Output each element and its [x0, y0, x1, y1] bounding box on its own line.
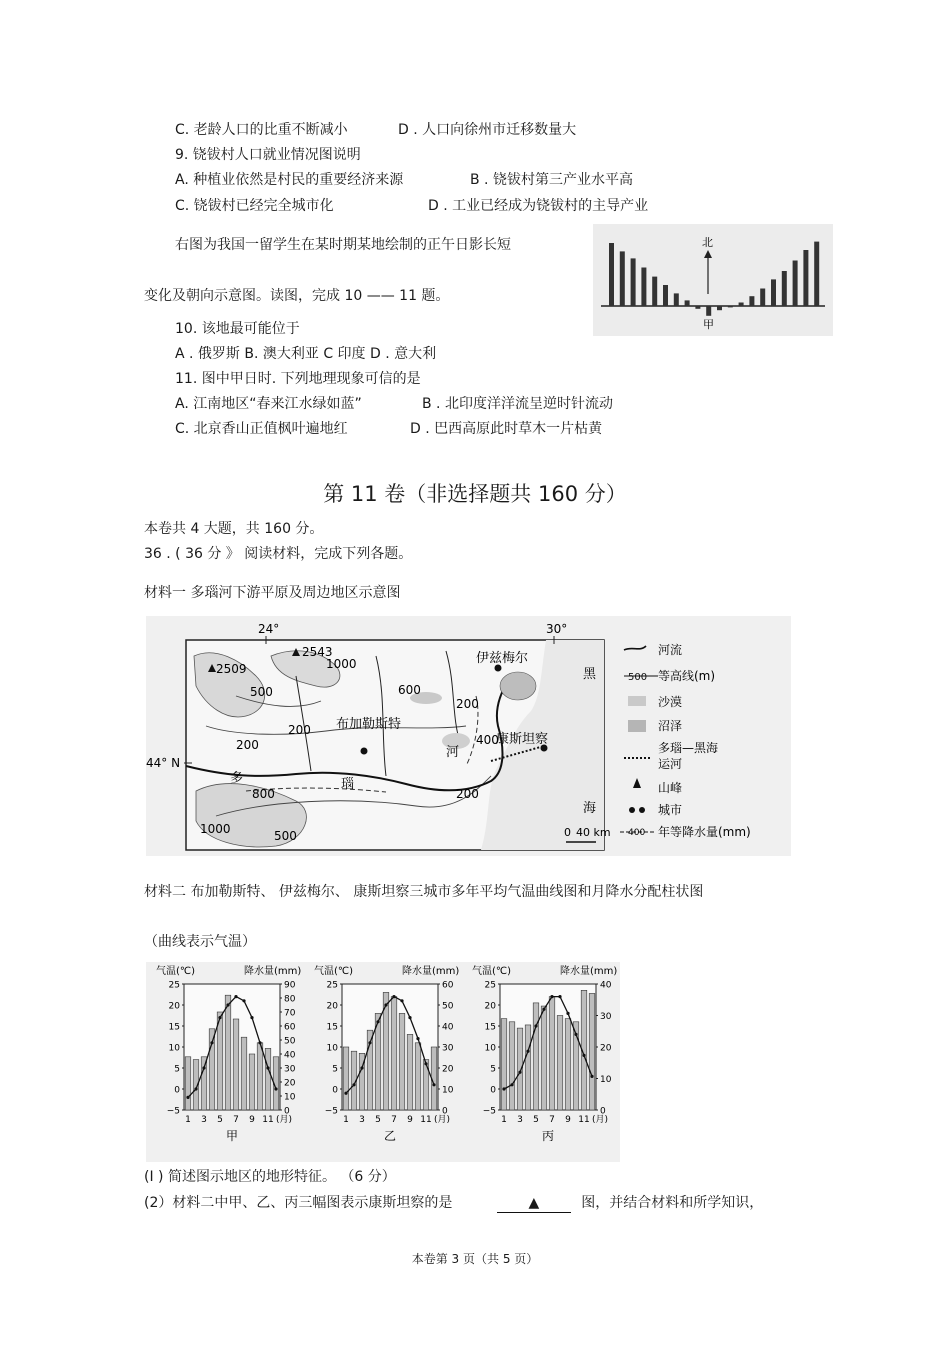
temp-point [234, 995, 237, 998]
temp-point [258, 1041, 261, 1044]
month-tick-label: 5 [375, 1115, 381, 1125]
noon-shadow-figure [593, 224, 833, 336]
precip-bar [249, 1054, 255, 1110]
noon-shadow-chart [593, 224, 833, 336]
temp-point [392, 995, 395, 998]
north-arrow-head-icon [704, 250, 712, 258]
legend-river: 河流 [658, 643, 683, 657]
precip-bar [509, 1022, 515, 1110]
material-2-label: 材料二 布加勒斯特、 伊兹梅尔、 康斯坦察三城市多年平均气温曲线图和月降水分配柱状图 [144, 884, 704, 900]
shadow-bar [674, 293, 679, 306]
temp-point [376, 1020, 379, 1023]
temp-point [368, 1041, 371, 1044]
temp-point [502, 1087, 505, 1090]
option-9c: C. 铙钹村已经完全城市化 [175, 198, 334, 214]
legend-contour-value: 500 [628, 672, 648, 683]
precip-tick-label: 10 [284, 1092, 296, 1103]
precip-tick-label: 10 [442, 1085, 454, 1096]
elev-500-b: 500 [274, 829, 297, 843]
legend-precip: 年等降水量(mm) [658, 825, 751, 839]
precip-bar [201, 1057, 207, 1110]
legend-swamp-icon [628, 720, 646, 732]
temp-point [542, 1008, 545, 1011]
precip-tick-label: 40 [442, 1022, 454, 1033]
precip-tick-label: 0 [284, 1106, 290, 1117]
precip-bar [565, 1019, 571, 1110]
legend-canal-line2: 运河 [658, 757, 683, 771]
precip-bar [217, 1012, 223, 1110]
temp-point [534, 1024, 537, 1027]
question-36-2-after: 图，并结合材料和所学知识， [581, 1195, 764, 1211]
option-11d: D . 巴西高原此时草木一片枯黄 [410, 421, 603, 437]
month-tick-label: 7 [391, 1115, 397, 1125]
precip-tick-label: 30 [442, 1043, 454, 1054]
precip-tick-label: 50 [442, 1001, 454, 1012]
month-tick-label: 7 [233, 1115, 239, 1125]
precip-bar [517, 1028, 523, 1110]
month-tick-label: 3 [517, 1115, 523, 1125]
temp-tick-label: 25 [484, 980, 496, 991]
elev-500-a: 500 [250, 685, 273, 699]
city-bucharest-marker [361, 748, 368, 755]
temp-tick-label: 10 [326, 1043, 338, 1054]
precip-tick-label: 90 [284, 980, 296, 991]
legend-contour: 等高线(m) [658, 669, 716, 683]
lon-24-label: 24° [258, 622, 280, 636]
precip-tick-label: 40 [284, 1050, 296, 1061]
temp-tick-label: 10 [168, 1043, 180, 1054]
temp-point [242, 999, 245, 1002]
shadow-bar [706, 306, 711, 316]
legend-peak: 山峰 [658, 781, 683, 795]
question-36-stem: 36 . ( 36 分 》 阅读材料，完成下列各题。 [144, 546, 413, 562]
shadow-bar [631, 258, 636, 306]
precip-tick-label: 20 [284, 1078, 296, 1089]
month-tick-label: 9 [249, 1115, 255, 1125]
shadow-bar [695, 306, 700, 309]
triangle-marker-icon: ▲ [528, 1195, 540, 1211]
month-tick-label: 3 [359, 1115, 365, 1125]
intro-10-line1: 右图为我国一留学生在某时期某地绘制的正午日影长短 [175, 237, 511, 253]
precip-tick-label: 40 [600, 980, 612, 991]
month-tick-label: 1 [185, 1115, 191, 1125]
temp-axis-label: 气温(℃) [314, 966, 354, 977]
city-constanta-label: 康斯坦察 [496, 732, 549, 747]
temp-point [566, 1012, 569, 1015]
delta-swamp [500, 672, 536, 700]
legend-desert-icon [628, 696, 646, 706]
elev-200-d: 200 [456, 787, 479, 801]
legend-city-icon-2 [639, 807, 645, 813]
precip-bar [265, 1048, 271, 1110]
precip-axis-label: 降水量(mm) [402, 966, 460, 977]
month-axis-label: (月) [276, 1115, 293, 1125]
option-8d: D . 人口向徐州市迁移数量大 [398, 122, 577, 138]
question-10-stem: 10. 该地最可能位于 [175, 321, 300, 337]
precip-bar [525, 1025, 531, 1110]
temp-point [424, 1062, 427, 1065]
shadow-bar [771, 279, 776, 306]
climate-chart-3 [472, 964, 617, 1143]
river-he-label: 河 [446, 745, 460, 760]
precip-tick-label: 0 [600, 1106, 606, 1117]
sea-hai-label: 海 [583, 801, 597, 816]
precip-axis-label: 降水量(mm) [244, 966, 302, 977]
question-36-2 [144, 1194, 763, 1213]
precip-tick-label: 30 [284, 1064, 296, 1075]
precip-bar [415, 1043, 421, 1110]
precip-axis-label: 降水量(mm) [560, 966, 618, 977]
shadow-bar [803, 250, 808, 306]
page-footer: 本卷第 3 页（共 5 页） [411, 1252, 539, 1266]
temp-point [590, 1075, 593, 1078]
material-2-note: （曲线表示气温） [144, 934, 256, 950]
answer-blank[interactable] [497, 1194, 571, 1213]
precip-tick-label: 60 [284, 1022, 296, 1033]
month-tick-label: 5 [533, 1115, 539, 1125]
legend-river-icon [624, 646, 646, 650]
legend-precip-value: 400 [628, 828, 646, 838]
month-tick-label: 1 [501, 1115, 507, 1125]
river-duo-label: 多 [230, 771, 244, 786]
shadow-bar [609, 243, 614, 306]
north-label: 北 [702, 236, 713, 249]
month-axis-label: (月) [592, 1115, 609, 1125]
month-axis-label: (月) [434, 1115, 451, 1125]
climate-charts-figure [146, 962, 620, 1162]
temp-point [218, 1016, 221, 1019]
lat-44-label: 44° N [146, 756, 181, 770]
month-tick-label: 7 [549, 1115, 555, 1125]
question-11-stem: 11. 图中甲日时. 下列地理现象可信的是 [175, 371, 421, 387]
option-8c: C. 老龄人口的比重不断减小 [175, 122, 348, 138]
precip-tick-label: 20 [442, 1064, 454, 1075]
temp-axis-label: 气温(℃) [472, 966, 512, 977]
shadow-bar [685, 300, 690, 306]
elev-200-a: 200 [288, 723, 311, 737]
temp-point [186, 1096, 189, 1099]
question-36-1: (I ) 简述图示地区的地形特征。 （6 分） [144, 1169, 396, 1185]
precip-bar [257, 1043, 263, 1110]
temp-tick-label: −5 [324, 1106, 338, 1117]
month-tick-label: 9 [565, 1115, 571, 1125]
option-9d: D . 工业已经成为铙钹村的主导产业 [428, 198, 649, 214]
elev-200-c: 200 [456, 697, 479, 711]
precip-bar [541, 1006, 547, 1110]
temp-tick-label: 25 [326, 980, 338, 991]
temp-tick-label: 20 [168, 1001, 180, 1012]
temp-tick-label: 15 [168, 1022, 180, 1033]
precip-tick-label: 80 [284, 994, 296, 1005]
temp-point [582, 1054, 585, 1057]
temp-point [400, 999, 403, 1002]
climate-chart-1 [156, 964, 301, 1143]
precip-bar [407, 1034, 413, 1110]
scale-0: 0 [564, 826, 571, 839]
temp-tick-label: 5 [332, 1064, 338, 1075]
temp-tick-label: −5 [166, 1106, 180, 1117]
elev-200-b: 200 [236, 738, 259, 752]
precip-tick-label: 70 [284, 1008, 296, 1019]
temp-point [202, 1066, 205, 1069]
precip-bar [549, 997, 555, 1110]
elev-2543: 2543 [302, 645, 333, 659]
elev-800: 800 [252, 787, 275, 801]
climate-charts [146, 962, 620, 1162]
precip-bar [233, 1019, 239, 1110]
precip-bar [343, 1047, 349, 1110]
section-title: 第 11 卷（非选择题共 160 分） [323, 482, 627, 506]
legend-canal-line1: 多瑙—黑海 [658, 741, 719, 755]
month-tick-label: 11 [578, 1115, 590, 1125]
legend-swamp: 沼泽 [658, 719, 683, 733]
temp-tick-label: 15 [326, 1022, 338, 1033]
month-tick-label: 9 [407, 1115, 413, 1125]
temp-tick-label: 25 [168, 980, 180, 991]
river-nao-label: 瑙 [341, 777, 355, 792]
temp-tick-label: 0 [174, 1085, 180, 1096]
jia-label: 甲 [703, 318, 714, 331]
temp-point [360, 1066, 363, 1069]
option-9a: A. 种植业依然是村民的重要经济来源 [175, 172, 404, 188]
question-10-options: A . 俄罗斯 B. 澳大利亚 C 印度 D . 意大利 [175, 346, 437, 362]
precip-bar [391, 997, 397, 1110]
precip-tick-label: 10 [600, 1075, 612, 1085]
precip-bar [225, 995, 231, 1110]
temp-point [574, 1033, 577, 1036]
precip-bar [589, 993, 595, 1110]
option-11c: C. 北京香山正值枫叶遍地红 [175, 421, 348, 437]
option-9b: B . 铙钹村第三产业水平高 [470, 172, 633, 188]
temp-tick-label: 5 [490, 1064, 496, 1075]
scale-40: 40 km [576, 826, 611, 839]
chart-title: 乙 [383, 1129, 397, 1143]
temp-point [550, 995, 553, 998]
month-tick-label: 3 [201, 1115, 207, 1125]
precip-tick-label: 30 [600, 1012, 612, 1022]
temp-point [384, 1003, 387, 1006]
elev-400: 400 [476, 733, 499, 747]
month-tick-label: 1 [343, 1115, 349, 1125]
shadow-bar [663, 285, 668, 306]
shadow-bar [641, 268, 646, 307]
option-11a: A. 江南地区“春来江水绿如蓝” [175, 396, 362, 412]
temp-tick-label: 10 [484, 1043, 496, 1054]
shadow-bar [652, 277, 657, 306]
city-bucharest-label: 布加勒斯特 [336, 717, 402, 732]
temp-point [510, 1083, 513, 1086]
month-tick-label: 5 [217, 1115, 223, 1125]
temp-tick-label: 15 [484, 1022, 496, 1033]
temp-point [210, 1041, 213, 1044]
shadow-bar [782, 271, 787, 306]
temp-tick-label: −5 [482, 1106, 496, 1117]
precip-tick-label: 60 [442, 980, 454, 991]
temp-point [518, 1071, 521, 1074]
temp-point [250, 1016, 253, 1019]
shadow-bar [749, 296, 754, 306]
city-izmail-label: 伊兹梅尔 [476, 651, 529, 666]
temp-axis-label: 气温(℃) [156, 966, 196, 977]
intro-10-line2: 变化及朝向示意图。读图，完成 10 —— 11 题。 [144, 288, 450, 304]
temp-point [274, 1087, 277, 1090]
elev-600: 600 [398, 683, 421, 697]
precip-tick-label: 0 [442, 1106, 448, 1117]
sea-hei-label: 黑 [583, 667, 597, 682]
shadow-bar [760, 289, 765, 307]
shadow-bar [728, 306, 733, 307]
legend-peak-icon [633, 778, 641, 788]
temp-point [432, 1083, 435, 1086]
temp-point [558, 995, 561, 998]
temp-point [352, 1083, 355, 1086]
chart-title: 丙 [541, 1129, 555, 1143]
precip-bar [533, 1003, 539, 1110]
elev-2509: 2509 [216, 662, 247, 676]
precip-bar [557, 1016, 563, 1111]
danube-map-figure [146, 616, 791, 856]
climate-chart-2 [314, 964, 459, 1143]
legend-desert: 沙漠 [658, 695, 683, 709]
shadow-bar [814, 242, 819, 306]
temp-point [344, 1092, 347, 1095]
danube-map [146, 616, 791, 856]
section-note: 本卷共 4 大题，共 160 分。 [144, 521, 324, 537]
material-1-label: 材料一 多瑙河下游平原及周边地区示意图 [144, 585, 401, 601]
temp-tick-label: 20 [326, 1001, 338, 1012]
temp-tick-label: 5 [174, 1064, 180, 1075]
shadow-bar [739, 303, 744, 307]
precip-tick-label: 20 [600, 1043, 612, 1054]
shadow-bar [717, 306, 722, 310]
temp-tick-label: 0 [332, 1085, 338, 1096]
precip-bar [185, 1057, 191, 1110]
chart-title: 甲 [225, 1129, 239, 1143]
precip-bar [399, 1013, 405, 1110]
lon-30-label: 30° [546, 622, 568, 636]
precip-tick-label: 50 [284, 1036, 296, 1047]
elev-1000-bottom: 1000 [200, 822, 231, 836]
month-tick-label: 11 [262, 1115, 274, 1125]
temp-point [408, 1016, 411, 1019]
temp-point [194, 1087, 197, 1090]
temp-point [416, 1037, 419, 1040]
legend-city: 城市 [658, 803, 683, 817]
shadow-bar [793, 261, 798, 307]
precip-bar [241, 1037, 247, 1110]
temp-tick-label: 0 [490, 1085, 496, 1096]
temp-tick-label: 20 [484, 1001, 496, 1012]
shadow-bar [620, 251, 625, 306]
month-tick-label: 11 [420, 1115, 432, 1125]
legend-city-icon [629, 807, 635, 813]
elev-1000-top: 1000 [326, 657, 357, 671]
temp-point [226, 1003, 229, 1006]
question-36-2-before: (2）材料二中甲、乙、丙三幅图表示康斯坦察的是 [144, 1195, 453, 1211]
option-11b: B . 北印度洋洋流呈逆时针流动 [422, 396, 613, 412]
temp-point [526, 1050, 529, 1053]
question-9-stem: 9. 铙钹村人口就业情况图说明 [175, 147, 361, 163]
precip-bar [501, 1019, 507, 1110]
temp-point [266, 1066, 269, 1069]
map-legend [620, 642, 751, 839]
